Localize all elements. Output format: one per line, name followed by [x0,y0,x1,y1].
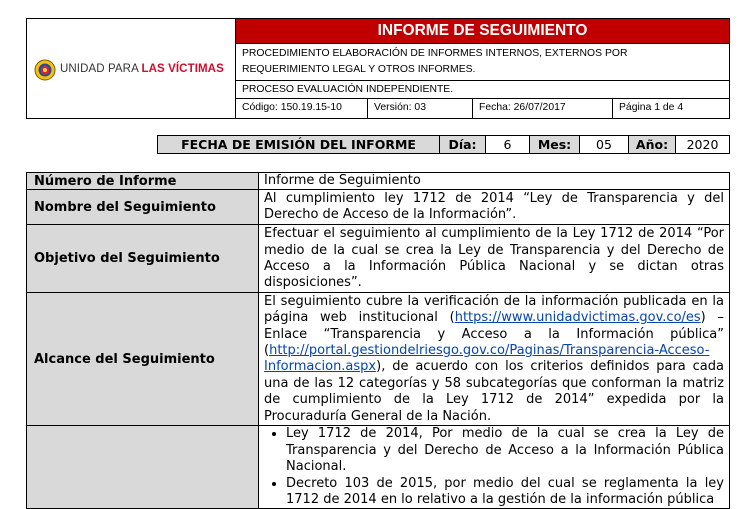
scope-text-1: El seguimiento cubre la verificación de la información publicada en la página web institucional ( [264,293,724,326]
organization-logo-text: UNIDAD PARA LAS VÍCTIMAS [60,63,224,75]
transparency-link[interactable]: http://portal.gestiondelriesgo.gov.co/Paginas/Transparencia-Acceso-Informacion.aspx [264,343,710,375]
list-item: • Decreto 103 de 2015, por medio del cual se reglamenta la ley 1712 de 2014 en lo relativo a la gestión de la información pública [286,476,724,509]
emission-date-label: FECHA DE EMISIÓN DEL INFORME [158,136,440,153]
day-value: 6 [486,136,530,153]
date-field: Fecha: 26/07/2017 [472,99,612,118]
process-name: PROCESO EVALUACIÓN INDEPENDIENTE. [236,80,729,98]
row-value: Informe de Seguimiento [259,173,730,190]
row-value: Al cumplimiento ley 1712 de 2014 “Ley de Transparencia y del Derecho de Acceso de la Información”. [259,190,730,225]
report-details-table [26,172,730,509]
version-field: Versión: 03 [367,99,472,118]
table-row [27,426,730,509]
procedure-line-2: REQUERIMIENTO LEGAL Y OTROS INFORMES. [242,64,476,75]
coat-of-arms-icon [34,59,56,81]
table-row [27,190,730,225]
day-label: Día: [440,136,486,153]
month-value: 05 [580,136,629,153]
document-codes [236,98,729,118]
row-label: Alcance del Seguimiento [27,293,259,426]
row-label: Nombre del Seguimiento [27,190,259,225]
criteria-list [264,426,724,508]
row-label [27,426,259,509]
row-label: Número de Informe [27,173,259,190]
month-label: Mes: [530,136,580,153]
procedure-line-1: PROCEDIMIENTO ELABORACIÓN DE INFORMES INTERNOS, EXTERNOS POR [242,48,628,59]
table-row [27,173,730,190]
website-link[interactable]: https://www.unidadvictimas.gov.co/es [454,310,701,326]
row-value [259,426,730,509]
scope-text-2: ) – Enlace “Transparencia y Acceso a la Información pública” ( [264,310,724,358]
logo-cell [27,19,236,118]
code-field: Código: 150.19.15-10 [242,102,342,113]
document-header [26,18,730,119]
row-value: Efectuar el seguimiento al cumplimiento de la Ley 1712 de 2014 “Por medio de la cual se crea la Ley de Transparencia y del Derecho de Acceso a la Información Pública Nacional y se dictan otras disposiciones”. [259,225,730,293]
row-value [259,293,730,426]
row-label: Objetivo del Seguimiento [27,225,259,293]
procedure-name [236,43,729,80]
scope-text-3: ), de acuerdo con los criterios definidos para cada una de las 12 categorías y 58 subcategorías que conforman la matriz de cumplimiento de la Ley 1712 de 2014” expedida por la Procuraduría General de la Nación. [264,359,724,424]
year-label: Año: [629,136,676,153]
year-value: 2020 [676,136,729,153]
table-row [27,293,730,426]
document-title: INFORME DE SEGUIMIENTO [236,19,729,43]
emission-date-row [157,135,730,154]
page-number: Página 1 de 4 [612,99,728,118]
table-row [27,225,730,293]
list-item: • Ley 1712 de 2014, Por medio de la cual se crea la Ley de Transparencia y del Derecho de Acceso a la Información Pública Nacional. [286,426,724,475]
